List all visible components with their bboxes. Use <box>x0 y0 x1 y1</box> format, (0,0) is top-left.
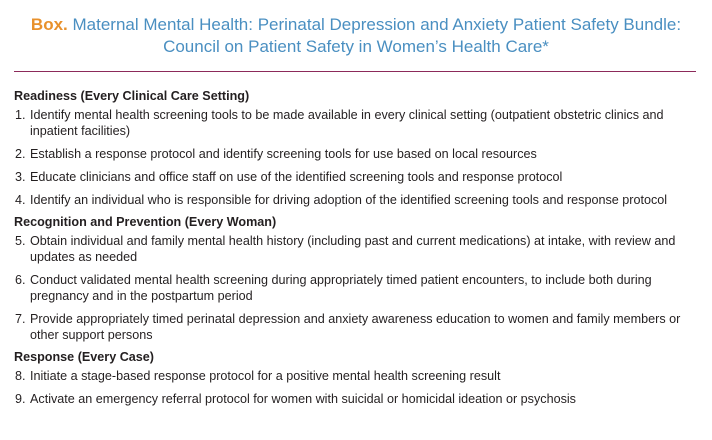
list-item <box>14 391 704 407</box>
box-title-line-1 <box>0 14 712 36</box>
item-text: Activate an emergency referral protocol for women with suicidal or homicidal ideation or psychosis <box>30 392 576 406</box>
list-item <box>14 146 704 162</box>
box-title-text-1: Maternal Mental Health: Perinatal Depression and Anxiety Patient Safety Bundle: <box>72 15 682 34</box>
box-title-text-2: Council on Patient Safety in Women’s Health Care* <box>163 37 549 56</box>
item-text: Identify an individual who is responsible for driving adoption of the identified screening tools and response protocol <box>30 193 668 207</box>
list-item <box>14 192 704 208</box>
item-text: Establish a response protocol and identify screening tools for use based on local resources <box>30 147 537 161</box>
section-readiness <box>14 88 704 208</box>
section-heading: Readiness (Every Clinical Care Setting) <box>14 89 250 103</box>
section-response <box>14 349 704 407</box>
list-item <box>14 107 704 139</box>
item-number: 3. <box>15 170 26 184</box>
item-number: 9. <box>15 392 26 406</box>
list-item <box>14 272 704 304</box>
list-item <box>14 169 704 185</box>
item-text: Initiate a stage-based response protocol for a positive mental health screening result <box>30 369 501 383</box>
item-number: 7. <box>15 312 26 326</box>
box-label: Box. <box>30 15 68 34</box>
item-number: 8. <box>15 369 26 383</box>
item-number: 6. <box>15 273 26 287</box>
box-title <box>0 14 712 58</box>
item-text: Educate clinicians and office staff on use of the identified screening tools and response protocol <box>30 170 563 184</box>
bundle-content <box>14 88 704 414</box>
item-text: Obtain individual and family mental health history (including past and current medications) at intake, with review and updates as needed <box>30 234 676 264</box>
section-heading: Recognition and Prevention (Every Woman) <box>14 215 277 229</box>
list-item <box>14 368 704 384</box>
list-item <box>14 233 704 265</box>
section-heading: Response (Every Case) <box>14 350 154 364</box>
item-text: Identify mental health screening tools to be made available in every clinical setting (outpatient obstetric clinics and inpatient facilities) <box>30 108 664 138</box>
item-number: 1. <box>15 108 26 122</box>
title-divider <box>14 71 696 72</box>
item-text: Conduct validated mental health screening during appropriately timed patient encounters, to include both during pregnancy and in the postpartum period <box>30 273 652 303</box>
item-number: 4. <box>15 193 26 207</box>
section-recognition-prevention <box>14 214 704 343</box>
item-number: 2. <box>15 147 26 161</box>
list-item <box>14 311 704 343</box>
item-text: Provide appropriately timed perinatal depression and anxiety awareness education to women and family members or other support persons <box>30 312 681 342</box>
item-number: 5. <box>15 234 26 248</box>
